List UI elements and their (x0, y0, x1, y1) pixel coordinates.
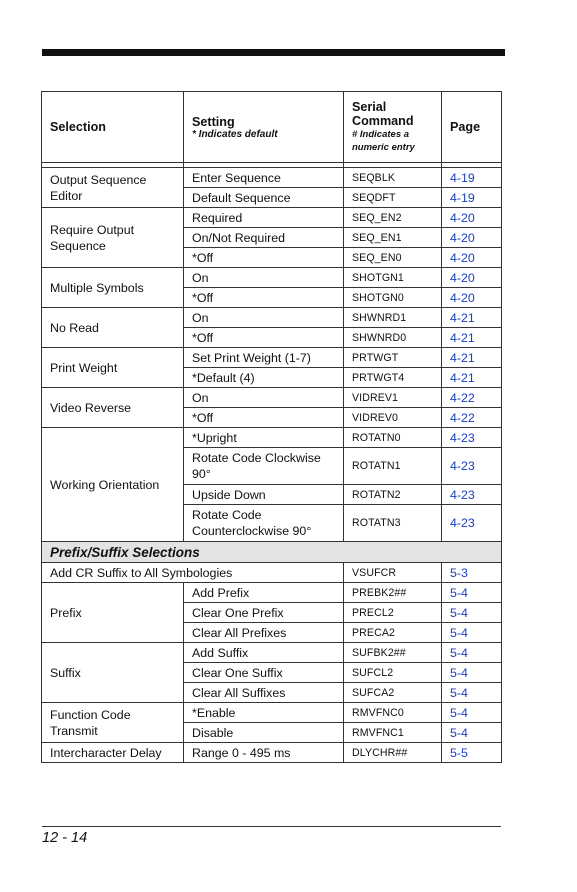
page-link[interactable]: 4-20 (442, 288, 502, 308)
setting-cell: Clear One Suffix (184, 663, 344, 683)
selection-cell: Function Code Transmit (42, 703, 184, 743)
page-link[interactable]: 4-20 (442, 268, 502, 288)
header-page: Page (442, 92, 502, 163)
selection-cell: Add CR Suffix to All Symbologies (42, 563, 344, 583)
setting-cell: Set Print Weight (1-7) (184, 348, 344, 368)
table-row (42, 428, 502, 448)
serial-command-cell: SHWNRD1 (344, 308, 442, 328)
serial-command-cell: PRTWGT (344, 348, 442, 368)
page-link[interactable]: 4-21 (442, 308, 502, 328)
serial-command-cell: SEQ_EN2 (344, 208, 442, 228)
page-link[interactable]: 4-19 (442, 188, 502, 208)
serial-command-cell: VSUFCR (344, 563, 442, 583)
footer-rule (42, 826, 501, 827)
table-row (42, 208, 502, 228)
setting-cell: Add Suffix (184, 643, 344, 663)
setting-cell: Range 0 - 495 ms (184, 743, 344, 763)
page-link[interactable]: 4-23 (442, 448, 502, 485)
setting-cell: Clear All Prefixes (184, 623, 344, 643)
setting-cell: *Default (4) (184, 368, 344, 388)
section-row (42, 542, 502, 563)
page-link[interactable]: 5-4 (442, 703, 502, 723)
serial-command-cell: PRECL2 (344, 603, 442, 623)
serial-command-cell: SUFCL2 (344, 663, 442, 683)
serial-command-cell: PRECA2 (344, 623, 442, 643)
serial-note-1: # Indicates a (352, 129, 410, 140)
table-header-row (42, 92, 502, 163)
serial-command-cell: SEQ_EN0 (344, 248, 442, 268)
serial-command-cell: PREBK2## (344, 583, 442, 603)
selection-cell: Multiple Symbols (42, 268, 184, 308)
table-row (42, 563, 502, 583)
table-row (42, 703, 502, 723)
page-number: 12 - 14 (42, 830, 88, 846)
setting-cell: Clear All Suffixes (184, 683, 344, 703)
setting-cell: Upside Down (184, 485, 344, 505)
command-table (41, 91, 502, 763)
page-link[interactable]: 5-4 (442, 623, 502, 643)
page-link[interactable]: 4-19 (442, 168, 502, 188)
serial-command-cell: VIDREV1 (344, 388, 442, 408)
serial-command-cell: ROTATN3 (344, 505, 442, 542)
serial-command-cell: SHOTGN1 (344, 268, 442, 288)
serial-command-cell: DLYCHR## (344, 743, 442, 763)
setting-cell: Clear One Prefix (184, 603, 344, 623)
serial-command-cell: SEQ_EN1 (344, 228, 442, 248)
serial-command-cell: RMVFNC1 (344, 723, 442, 743)
selection-cell: Require Output Sequence (42, 208, 184, 268)
setting-cell: On (184, 308, 344, 328)
setting-cell: *Off (184, 408, 344, 428)
page-link[interactable]: 4-21 (442, 368, 502, 388)
page-link[interactable]: 5-4 (442, 723, 502, 743)
page-link[interactable]: 5-4 (442, 663, 502, 683)
selection-cell: No Read (42, 308, 184, 348)
page-link[interactable]: 5-4 (442, 683, 502, 703)
header-rule (42, 49, 505, 56)
page-link[interactable]: 4-20 (442, 248, 502, 268)
setting-cell: Rotate Code Clockwise 90° (184, 448, 344, 485)
serial-command-cell: SEQDFT (344, 188, 442, 208)
page-link[interactable]: 5-4 (442, 643, 502, 663)
setting-cell: *Off (184, 288, 344, 308)
setting-default-note: * Indicates default (192, 128, 278, 140)
table-row (42, 643, 502, 663)
serial-command-cell: SEQBLK (344, 168, 442, 188)
header-serial-command: Serial Command # Indicates a numeric entry (344, 92, 442, 163)
serial-command-cell: SHWNRD0 (344, 328, 442, 348)
page-link[interactable]: 4-22 (442, 408, 502, 428)
page-link[interactable]: 4-21 (442, 328, 502, 348)
selection-cell: Suffix (42, 643, 184, 703)
setting-cell: Default Sequence (184, 188, 344, 208)
table-row (42, 583, 502, 603)
table-row (42, 268, 502, 288)
setting-cell: *Off (184, 248, 344, 268)
table-row (42, 168, 502, 188)
section-title: Prefix/Suffix Selections (42, 542, 502, 563)
page-link[interactable]: 4-20 (442, 208, 502, 228)
page-link[interactable]: 4-23 (442, 485, 502, 505)
serial-command-cell: ROTATN1 (344, 448, 442, 485)
selection-cell: Prefix (42, 583, 184, 643)
setting-cell: *Off (184, 328, 344, 348)
page-link[interactable]: 5-5 (442, 743, 502, 763)
table-row (42, 743, 502, 763)
selection-cell: Intercharacter Delay (42, 743, 184, 763)
setting-cell: Enter Sequence (184, 168, 344, 188)
selection-cell: Output Sequence Editor (42, 168, 184, 208)
serial-command-cell: RMVFNC0 (344, 703, 442, 723)
setting-cell: On/Not Required (184, 228, 344, 248)
serial-command-cell: ROTATN0 (344, 428, 442, 448)
setting-cell: Add Prefix (184, 583, 344, 603)
page-link[interactable]: 4-23 (442, 428, 502, 448)
table-row (42, 308, 502, 328)
header-selection: Selection (42, 92, 184, 163)
setting-cell: On (184, 388, 344, 408)
setting-cell: *Enable (184, 703, 344, 723)
serial-command-cell: PRTWGT4 (344, 368, 442, 388)
serial-command-cell: SUFCA2 (344, 683, 442, 703)
setting-cell: Rotate Code Counterclockwise 90° (184, 505, 344, 542)
selection-cell: Print Weight (42, 348, 184, 388)
header-setting: Setting * Indicates default (184, 92, 344, 163)
setting-cell: *Upright (184, 428, 344, 448)
page-link[interactable]: 5-4 (442, 583, 502, 603)
page-link[interactable]: 5-4 (442, 603, 502, 623)
serial-command-cell: SHOTGN0 (344, 288, 442, 308)
setting-cell: Required (184, 208, 344, 228)
serial-note-2: numeric entry (352, 142, 415, 153)
table-row (42, 348, 502, 368)
serial-command-cell: VIDREV0 (344, 408, 442, 428)
page-link[interactable]: 5-3 (442, 563, 502, 583)
page-link[interactable]: 4-22 (442, 388, 502, 408)
page-link[interactable]: 4-20 (442, 228, 502, 248)
selection-cell: Video Reverse (42, 388, 184, 428)
page-link[interactable]: 4-21 (442, 348, 502, 368)
selection-cell: Working Orientation (42, 428, 184, 542)
setting-cell: Disable (184, 723, 344, 743)
page-link[interactable]: 4-23 (442, 505, 502, 542)
table-row (42, 388, 502, 408)
serial-command-cell: SUFBK2## (344, 643, 442, 663)
serial-command-cell: ROTATN2 (344, 485, 442, 505)
setting-cell: On (184, 268, 344, 288)
